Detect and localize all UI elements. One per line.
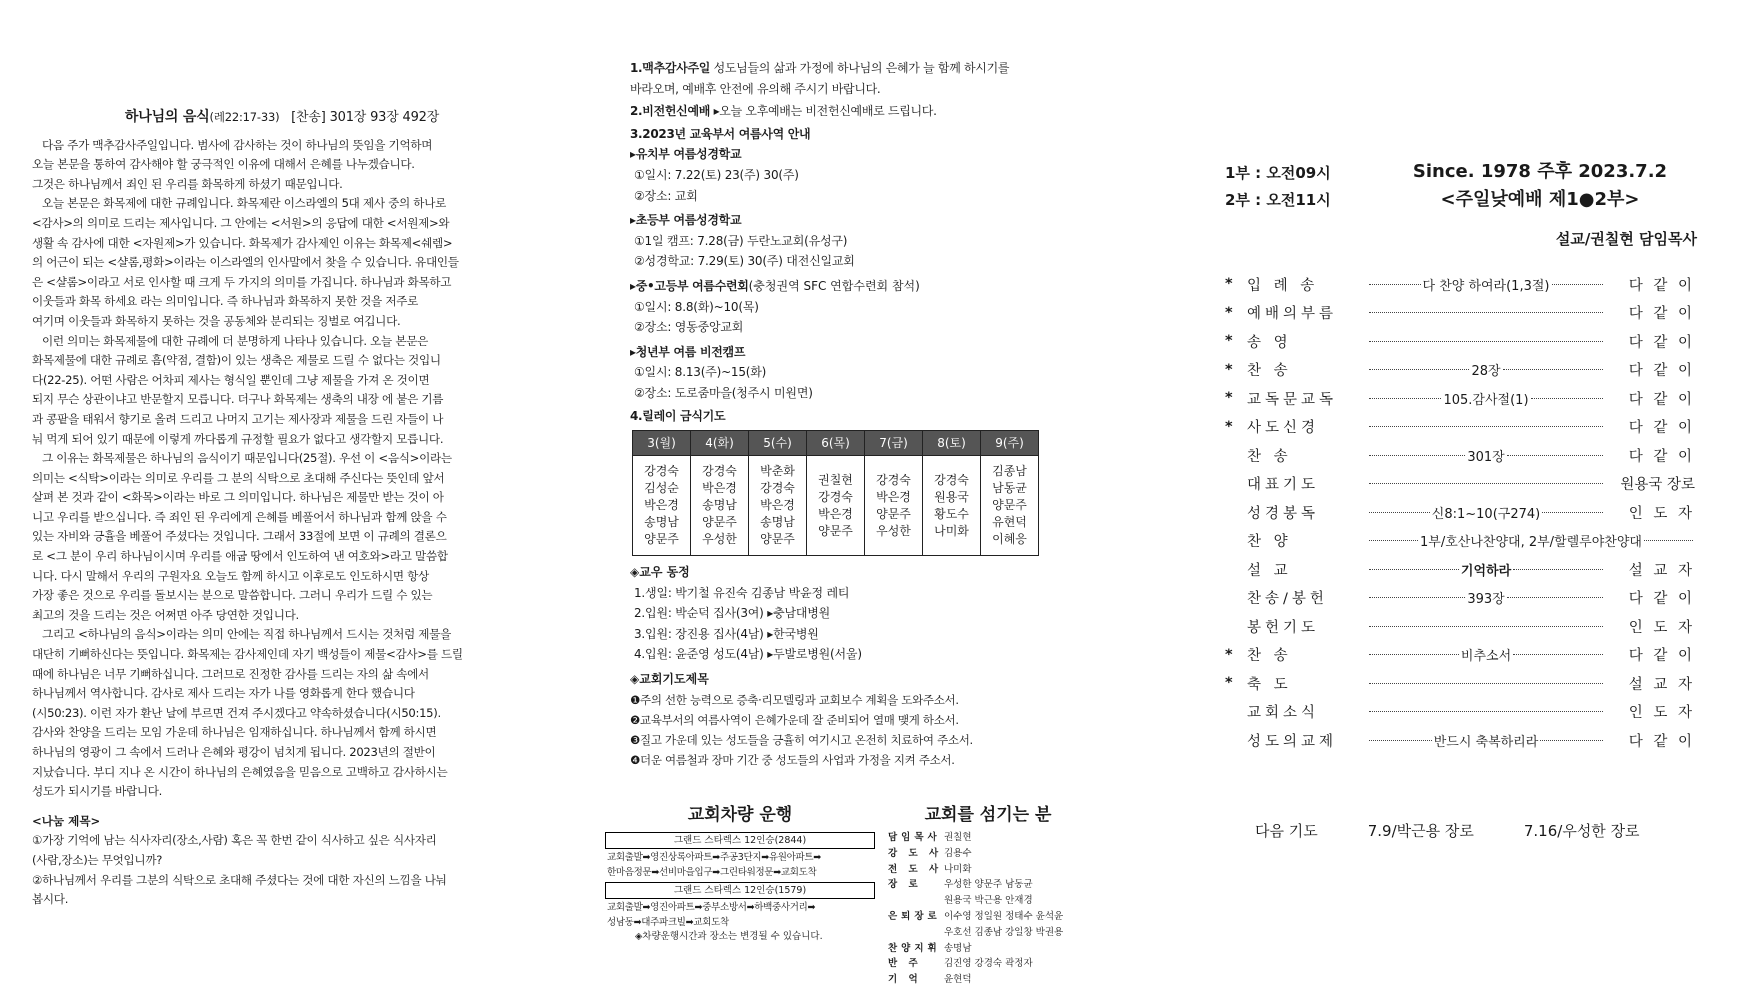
relay-name: 양문주 (644, 532, 679, 547)
order-row (1225, 498, 1695, 527)
server-names: 원용국 박근용 안재경 (944, 895, 1033, 907)
order-leader: 원용국 장로 (1620, 477, 1695, 494)
order-leader: 다 같 이 (1628, 591, 1695, 608)
order-fill (1367, 360, 1605, 379)
youth-date: ①일시: 8.13(주)~15(화) (634, 365, 767, 380)
order-row (1225, 470, 1695, 499)
order-fill (1367, 531, 1695, 550)
order-leader: 다 같 이 (1628, 733, 1695, 750)
order-star: * (1225, 361, 1233, 378)
servers-section (888, 800, 1088, 988)
relay-name: 박은경 (644, 498, 679, 513)
order-fill (1367, 275, 1605, 294)
server-role: 장 로 (888, 879, 922, 891)
order-row (1225, 327, 1695, 356)
dots (1507, 455, 1603, 456)
order-name: 교독문교독 (1247, 391, 1338, 408)
relay-name: 박은경 (818, 506, 853, 521)
relay-name: 박춘화 (760, 464, 795, 479)
notice-3: 3.2023년 교육부서 여름사역 안내 (630, 126, 811, 141)
order-content: 301장 (1467, 449, 1505, 465)
sermon-line: 다(22-25). 어떤 사람은 어차피 제사는 형식일 뿐인데 그냥 제물을 가져 온 것이면 (32, 372, 430, 387)
order-fill (1367, 426, 1605, 427)
service-times: 1부 : 오전09시 2부 : 오전11시 (1225, 164, 1331, 209)
order-leader: 인 도 자 (1628, 619, 1695, 636)
server-role (888, 925, 944, 941)
order-star: * (1225, 675, 1233, 692)
relay-name: 양문주 (992, 498, 1027, 513)
notice-2: 2.비전헌신예배 ▸오늘 오후예배는 비전헌신예배로 드립니다. (630, 104, 937, 119)
relay-name: 이혜응 (992, 532, 1027, 547)
sermon-line: 오늘 본문을 통하여 감사해야 할 궁극적인 이유에 대해서 은혜를 나누겠습니다. (32, 157, 415, 172)
order-star: * (1225, 276, 1233, 293)
sermon-line: 이런 의미는 화목제물에 대한 규례에 더 분명하게 나타나 있습니다. 오늘 본문은 (42, 333, 429, 348)
dots (1369, 512, 1430, 513)
discussion-list (32, 831, 532, 909)
route-2-a: 교회출발➡영진아파트➡중부소방서➡하백중사거리➡ (607, 902, 816, 913)
relay-name: 황도수 (934, 506, 969, 521)
order-name: 성도의교제 (1247, 733, 1338, 750)
relay-name: 나미화 (934, 523, 969, 538)
prayer-title: ◈교회기도제목 (630, 672, 709, 687)
server-names: 나미화 (944, 863, 972, 875)
server-names: 김진영 강경숙 곽정자 (944, 958, 1033, 970)
news-list (630, 583, 1090, 665)
bulletin-header: Since. 1978 주후 2023.7.2 <주일낮예배 제1●2부> (1412, 161, 1668, 210)
order-fill (1367, 389, 1605, 408)
server-role: 찬양지휘 (888, 942, 941, 954)
server-role: 담임목사 (888, 832, 941, 843)
order-star: * (1225, 646, 1233, 663)
order-star: * (1225, 418, 1233, 435)
dots (1369, 455, 1465, 456)
notice-1-cont: 바라오며, 예배후 안전에 유의해 주시기 바랍니다. (630, 81, 881, 96)
order-leader: 설 교 자 (1628, 676, 1695, 693)
server-names: 우성한 양문주 남동균 (944, 879, 1033, 891)
order-leader: 다 같 이 (1628, 277, 1695, 294)
mid-date: ①일시: 8.8(화)~10(목) (634, 299, 759, 314)
prayer-list (630, 690, 1090, 770)
relay-name: 남동균 (992, 481, 1027, 496)
relay-name: 박은경 (760, 498, 795, 513)
sermon-line: 그것은 하나님께서 죄인 된 우리를 화목하게 하셨기 때문입니다. (32, 176, 343, 191)
order-row (1225, 698, 1695, 727)
relay-names (865, 456, 923, 556)
relay-name: 권칠현 (818, 472, 853, 487)
server-row (888, 830, 1088, 846)
order-fill (1367, 483, 1605, 484)
order-name: 대표기도 (1247, 477, 1320, 494)
relay-name: 박은경 (876, 489, 911, 504)
dots (1542, 512, 1603, 513)
route-1-a: 교회출발➡영진상록아파트➡주공3단지➡유원아파트➡ (607, 852, 821, 863)
sermon-line: 되지 무슨 상관이냐고 반문할지 모릅니다. 더구나 화목제는 생축의 내장 에 붙은 기름 (32, 392, 444, 407)
relay-name: 김종남 (992, 464, 1027, 479)
news-item: 1.생일: 박기철 유진숙 김종남 박윤정 레티 (634, 585, 850, 600)
sermon-line: 의미는 <식탁>이라는 의미로 우리를 그 분의 식탁으로 초대해 주신다는 뜻인데 앞서 (32, 470, 445, 485)
order-fill (1367, 341, 1605, 342)
relay-name: 강경숙 (760, 481, 795, 496)
sermon-line: <감사>의 의미로 드리는 제사입니다. 그 안에는 <서원>의 응답에 대한 <서원제>와 (32, 215, 450, 230)
sermon-column (32, 108, 532, 910)
server-names: 권칠현 (944, 832, 972, 843)
vehicle-title: 교회차량 운행 (687, 805, 793, 825)
sermon-line: 과 콩팥을 태워서 향기로 올려 드리고 나머지 고기는 제사장과 제물을 드린 자들이 나 (32, 411, 444, 426)
server-role: 기 억 (888, 974, 922, 986)
relay-day: 4(화) (691, 431, 749, 456)
relay-day: 9(주) (981, 431, 1039, 456)
order-row (1225, 584, 1695, 613)
order-leader: 설 교 자 (1628, 562, 1695, 579)
server-row (888, 893, 1088, 909)
order-content: 105.감사절(1) (1443, 392, 1529, 408)
sermon-line: 눠 먹게 되어 있기 때문에 이렇게 까다롭게 규정할 필요가 없다고 생각할지 모릅니다. (32, 431, 444, 446)
notice-1: 1.맥추감사주일 성도님들의 삶과 가정에 하나님의 은혜가 늘 함께 하시기를 (630, 61, 1010, 75)
order-name: 봉헌기도 (1247, 619, 1320, 636)
order-fill (1367, 731, 1605, 750)
sermon-line: 그리고 <하나님의 음식>이라는 의미 안에는 직접 하나님께서 드시는 것처럼 제물을 (42, 627, 451, 642)
order-name: 축 도 (1247, 676, 1292, 693)
discussion-item: ①가장 기억에 남는 식사자리(장소,사람) 혹은 꼭 한번 같이 식사하고 싶은 식사자리 (32, 833, 437, 848)
vehicle-note: ◈차량운행시간과 장소는 변경될 수 있습니다. (635, 931, 823, 942)
order-content: 비추소서 (1460, 649, 1512, 665)
relay-day: 6(목) (807, 431, 865, 456)
elem-title: ▸초등부 여름성경학교 (630, 213, 742, 228)
sermon-line: (시50:23). 이런 자가 환난 날에 부르면 건져 주시겠다고 약속하셨습니다(시50:15). (32, 705, 441, 720)
sermon-line: 지났습니다. 부디 지나 온 시간이 하나님의 은혜였음을 믿음으로 고백하고 감사하시는 (32, 764, 448, 779)
order-fill (1367, 626, 1605, 627)
dots (1369, 740, 1432, 741)
order-name: 찬 송 (1247, 363, 1292, 380)
order-name: 성경봉독 (1247, 505, 1320, 522)
prayer-item: ❷교육부서의 여름사역이 은혜가운데 잘 준비되어 열매 맺게 하소서. (630, 712, 959, 727)
car-1: 그랜드 스타렉스 12인승(2844) (605, 832, 875, 849)
order-name: 찬 송 (1247, 648, 1292, 665)
order-row (1225, 641, 1695, 670)
sermon-line: 니고 우리를 받으십니다. 즉 죄인 된 우리에게 은혜를 베풀어서 하나님과 함께 앉을 수 (32, 509, 447, 524)
sermon-line: 성도가 되시기를 바랍니다. (32, 784, 163, 799)
sermon-line: 다음 주가 맥추감사주일입니다. 범사에 감사하는 것이 하나님의 뜻임을 기억하며 (42, 137, 433, 152)
order-content: 신8:1~10(구274) (1431, 506, 1541, 522)
order-list (1225, 270, 1695, 755)
relay-name: 송명남 (760, 515, 795, 530)
order-fill (1367, 711, 1605, 712)
relay-names (691, 456, 749, 556)
youth-title: ▸청년부 여름 비전캠프 (630, 344, 746, 359)
relay-names (981, 456, 1039, 556)
relay-prayer-table (632, 430, 1039, 556)
dots (1369, 569, 1459, 570)
relay-name: 강경숙 (934, 472, 969, 487)
sermon-line: 로 <그 분이 우리 하나님이시며 우리를 애굽 땅에서 인도하여 낸 여호와>라고 말씀합 (32, 549, 448, 564)
order-content: 393장 (1467, 592, 1505, 608)
sermon-line: 대단히 기뻐하신다는 뜻입니다. 화목제는 감사제인데 자기 백성들이 제물<감사>를 드릴 (32, 647, 463, 662)
order-content: 기억하라 (1460, 563, 1512, 579)
relay-name: 양문주 (760, 532, 795, 547)
relay-name: 양문주 (702, 515, 737, 530)
order-fill (1367, 446, 1605, 465)
dots (1369, 284, 1421, 285)
dots (1369, 312, 1603, 313)
sermon-line: 감사와 찬양을 드리는 모임 가운데 하나님은 임재하십니다. 하나님께서 함께 하시면 (32, 725, 437, 740)
dots (1540, 740, 1603, 741)
dots (1369, 341, 1603, 342)
dots (1531, 398, 1603, 399)
relay-name: 우성한 (702, 532, 737, 547)
order-name: 송 영 (1247, 334, 1292, 351)
order-content: 반드시 축복하리라 (1433, 734, 1539, 750)
order-fill (1367, 683, 1605, 684)
news-item: 4.입원: 윤준영 성도(4남) ▸두발로병원(서울) (634, 647, 862, 662)
sermon-line: 최고의 것을 드리는 것은 어쩌면 아주 당연한 것입니다. (32, 607, 299, 622)
relay-name: 양문주 (818, 523, 853, 538)
relay-name: 송명남 (702, 498, 737, 513)
servers-list (888, 830, 1088, 988)
order-fill (1367, 503, 1605, 522)
dots (1369, 398, 1441, 399)
server-row (888, 862, 1088, 878)
sermon-line: 그 이유는 화목제물은 하나님의 음식이기 때문입니다(25절). 우선 이 <음식>이라는 (42, 451, 452, 466)
order-star: * (1225, 333, 1233, 350)
relay-name: 원용국 (934, 489, 969, 504)
news-item: 2.입원: 박순덕 집사(3여) ▸충남대병원 (634, 606, 831, 621)
order-star: * (1225, 390, 1233, 407)
sermon-line: 화목제물에 대한 규례로 흠(약점, 결함)이 있는 생축은 제물로 드릴 수 없다는 것입니 (32, 353, 441, 368)
sermon-line: 하나님께서 역사합니다. 감사로 제사 드리는 자가 나를 영화롭게 한다 했습니다 (32, 686, 415, 701)
relay-name: 강경숙 (876, 472, 911, 487)
dots (1369, 369, 1469, 370)
dots (1644, 540, 1693, 541)
relay-day: 7(금) (865, 431, 923, 456)
news-title: ◈교우 동정 (630, 565, 690, 580)
relay-names (633, 456, 691, 556)
vehicle-section (605, 800, 875, 945)
dots (1369, 597, 1465, 598)
order-leader: 다 같 이 (1628, 391, 1695, 408)
kinder-date: ①일시: 7.22(토) 23(주) 30(주) (634, 167, 799, 182)
order-fill (1367, 588, 1605, 607)
elem-school: ②성경학교: 7.29(토) 30(주) 대전신일교회 (634, 254, 855, 269)
server-names: 이수영 정일원 정태수 윤석윤 (944, 910, 1064, 922)
dots (1369, 626, 1603, 627)
server-names: 김용수 (944, 847, 972, 859)
route-1-b: 한마음정문➡선비마을입구➡그린타워정문➡교회도착 (607, 866, 817, 878)
dots (1513, 654, 1603, 655)
server-names: 윤현덕 (944, 974, 972, 986)
order-row (1225, 726, 1695, 755)
elem-camp: ①1일 캠프: 7.28(금) 두란노교회(유성구) (634, 233, 848, 248)
order-leader: 다 같 이 (1628, 420, 1695, 437)
order-row (1225, 356, 1695, 385)
preacher: 설교/권칠현 담임목사 (1555, 230, 1697, 248)
order-star: * (1225, 304, 1233, 321)
order-name: 교회소식 (1247, 705, 1320, 722)
order-name: 찬 양 (1247, 534, 1292, 551)
sermon-line: 가장 좋은 것으로 우리를 돌보시는 분으로 말씀합니다. 그러니 우리가 드릴 수 있는 (32, 588, 433, 603)
sermon-line: 의 어근이 되는 <샬롬,평화>이라는 이스라엘의 인사말에서 찾을 수 있습니다. 유대인들 (32, 255, 459, 270)
server-row (888, 909, 1088, 925)
order-name: 설 교 (1247, 562, 1292, 579)
sermon-line: 있는 자비와 긍휼을 베풀어 주셨다는 것입니다. 그래서 33절에 보면 이 규례의 결론으 (32, 529, 447, 544)
order-row (1225, 270, 1695, 299)
server-row (888, 972, 1088, 988)
relay-name: 강경숙 (702, 464, 737, 479)
order-row (1225, 669, 1695, 698)
order-row (1225, 299, 1695, 328)
server-role: 전 도 사 (888, 863, 943, 875)
servers-title: 교회를 섬기는 분 (924, 805, 1052, 825)
sermon-line: 오늘 본문은 화목제에 대한 규례입니다. 화목제란 이스라엘의 5대 제사 중의 하나로 (42, 196, 447, 211)
dots (1369, 654, 1459, 655)
sermon-line: 생활 속 감사에 대한 <자원제>가 있습니다. 화목제가 감사제인 이유는 화목제<쉐렘> (32, 235, 453, 250)
server-names: 송명남 (944, 942, 972, 954)
server-role: 은퇴장로 (888, 910, 941, 922)
order-name: 입 례 송 (1247, 277, 1319, 294)
sermon-line: 살펴 본 것과 같이 <화목>이라는 바로 그 의미입니다. 하나님은 제물만 받는 것이 아 (32, 490, 444, 505)
discussion-item: 봅시다. (32, 892, 69, 907)
order-fill (1367, 645, 1605, 664)
server-role: 강 도 사 (888, 847, 943, 859)
discussion-item: (사람,장소)는 무엇입니까? (32, 852, 163, 867)
relay-name: 송명남 (644, 515, 679, 530)
relay-name: 유현덕 (992, 515, 1027, 530)
order-fill (1367, 312, 1605, 313)
order-content: 1부/호산나찬양대, 2부/할렐루야찬양대 (1420, 535, 1642, 551)
dots (1369, 683, 1603, 684)
order-fill (1367, 560, 1605, 579)
kinder-title: ▸유치부 여름성경학교 (630, 147, 742, 162)
relay-name: 양문주 (876, 506, 911, 521)
order-leader: 다 같 이 (1628, 334, 1695, 351)
relay-day: 8(토) (923, 431, 981, 456)
server-role: 반 주 (888, 958, 922, 970)
sermon-line: 때에 하나님은 너무 기뻐하십니다. 그러므로 진정한 감사를 드리는 자의 삶 속에서 (32, 666, 429, 681)
dots (1369, 426, 1603, 427)
sermon-body (32, 136, 532, 802)
dots (1552, 284, 1604, 285)
news-item: 3.입원: 장진용 집사(4남) ▸한국병원 (634, 626, 819, 641)
sermon-title: 하나님의 음식(레22:17-33) [찬송] 301장 93장 492장 (124, 109, 440, 125)
car-2: 그랜드 스타렉스 12인승(1579) (605, 882, 875, 899)
order-leader: 인 도 자 (1628, 705, 1695, 722)
kinder-place: ②장소: 교회 (634, 188, 698, 203)
relay-day: 3(월) (633, 431, 691, 456)
next-prayer: 다음 기도 7.9/박근용 장로 7.16/우성한 장로 (1255, 822, 1640, 840)
server-row (888, 956, 1088, 972)
route-2-b: 성남동➡대주파크빌➡교회도착 (607, 916, 729, 928)
relay-name: 강경숙 (644, 464, 679, 479)
dots (1369, 483, 1603, 484)
order-row (1225, 413, 1695, 442)
dots (1513, 569, 1603, 570)
order-leader: 다 같 이 (1628, 648, 1695, 665)
order-row (1225, 555, 1695, 584)
order-row (1225, 384, 1695, 413)
server-names: 우호선 김종남 강일창 박권용 (944, 926, 1064, 938)
server-row (888, 925, 1088, 941)
order-name: 사도신경 (1247, 420, 1320, 437)
relay-name: 강경숙 (818, 489, 853, 504)
discussion-title: <나눔 제목> (32, 813, 101, 828)
prayer-item: ❶주의 선한 능력으로 증축·리모델링과 교회보수 계획을 도와주소서. (630, 692, 959, 707)
order-content: 다 찬양 하여라(1,3절) (1422, 278, 1550, 294)
order-name: 찬 송 (1247, 448, 1292, 465)
dots (1369, 540, 1418, 541)
server-row (888, 941, 1088, 957)
relay-title: 4.릴레이 금식기도 (630, 408, 726, 423)
prayer-item: ❹더운 여름철과 장마 기간 중 성도들의 사업과 가정을 지켜 주소서. (630, 752, 955, 767)
mid-place: ②장소: 영동중앙교회 (634, 320, 744, 335)
relay-names (749, 456, 807, 556)
relay-name: 우성한 (876, 523, 911, 538)
prayer-item: ❸질고 가운데 있는 성도들을 긍휼히 여기시고 온전히 치료하여 주소서. (630, 732, 973, 747)
order-row (1225, 441, 1695, 470)
dots (1503, 369, 1603, 370)
order-leader: 인 도 자 (1628, 505, 1695, 522)
notices-column (630, 58, 1090, 770)
relay-names (923, 456, 981, 556)
relay-names (807, 456, 865, 556)
discussion-item: ②하나님께서 우리를 그분의 식탁으로 초대해 주셨다는 것에 대한 자신의 느낌을 나눠 (32, 872, 447, 887)
sermon-line: 하나님의 영광이 그 속에서 드러나 은혜와 평강이 넘치게 됩니다. 2023년의 절반이 (32, 745, 436, 759)
server-row (888, 877, 1088, 893)
relay-head-row (633, 431, 1039, 456)
sermon-line: 은 <샬롬>이라고 서로 인사할 때 크게 두 가지의 의미를 가집니다. 하나님과 화목하고 (32, 274, 452, 289)
dots (1507, 597, 1603, 598)
order-leader: 다 같 이 (1628, 448, 1695, 465)
order-content: 28장 (1471, 364, 1501, 380)
order-leader: 다 같 이 (1628, 363, 1695, 380)
sermon-line: 이웃들과 화목 하세요 라는 의미입니다. 즉 하나님과 화목하지 못한 것을 저주로 (32, 294, 419, 309)
order-leader: 다 같 이 (1628, 306, 1695, 323)
relay-body-row (633, 456, 1039, 556)
sermon-line: 여기며 이웃들과 화목하지 못하는 것을 공동체와 분리되는 징벌로 여깁니다. (32, 313, 401, 328)
order-row (1225, 527, 1695, 556)
server-row (888, 846, 1088, 862)
dots (1369, 711, 1603, 712)
sermon-line: 니다. 다시 말해서 우리의 구원자요 오늘도 함께 하시고 이후로도 인도하시면 항상 (32, 568, 429, 583)
relay-day: 5(수) (749, 431, 807, 456)
relay-name: 박은경 (702, 481, 737, 496)
order-name: 예배의부름 (1247, 306, 1338, 323)
order-row (1225, 612, 1695, 641)
relay-name: 김성순 (644, 481, 679, 496)
mid-title-row: ▸중•고등부 여름수련회(충청권역 SFC 연합수련회 참석) (630, 278, 920, 293)
youth-place: ②장소: 도로줌마을(청주시 미원면) (634, 385, 813, 400)
server-role (888, 893, 944, 909)
order-name: 찬송/봉헌 (1247, 591, 1328, 608)
